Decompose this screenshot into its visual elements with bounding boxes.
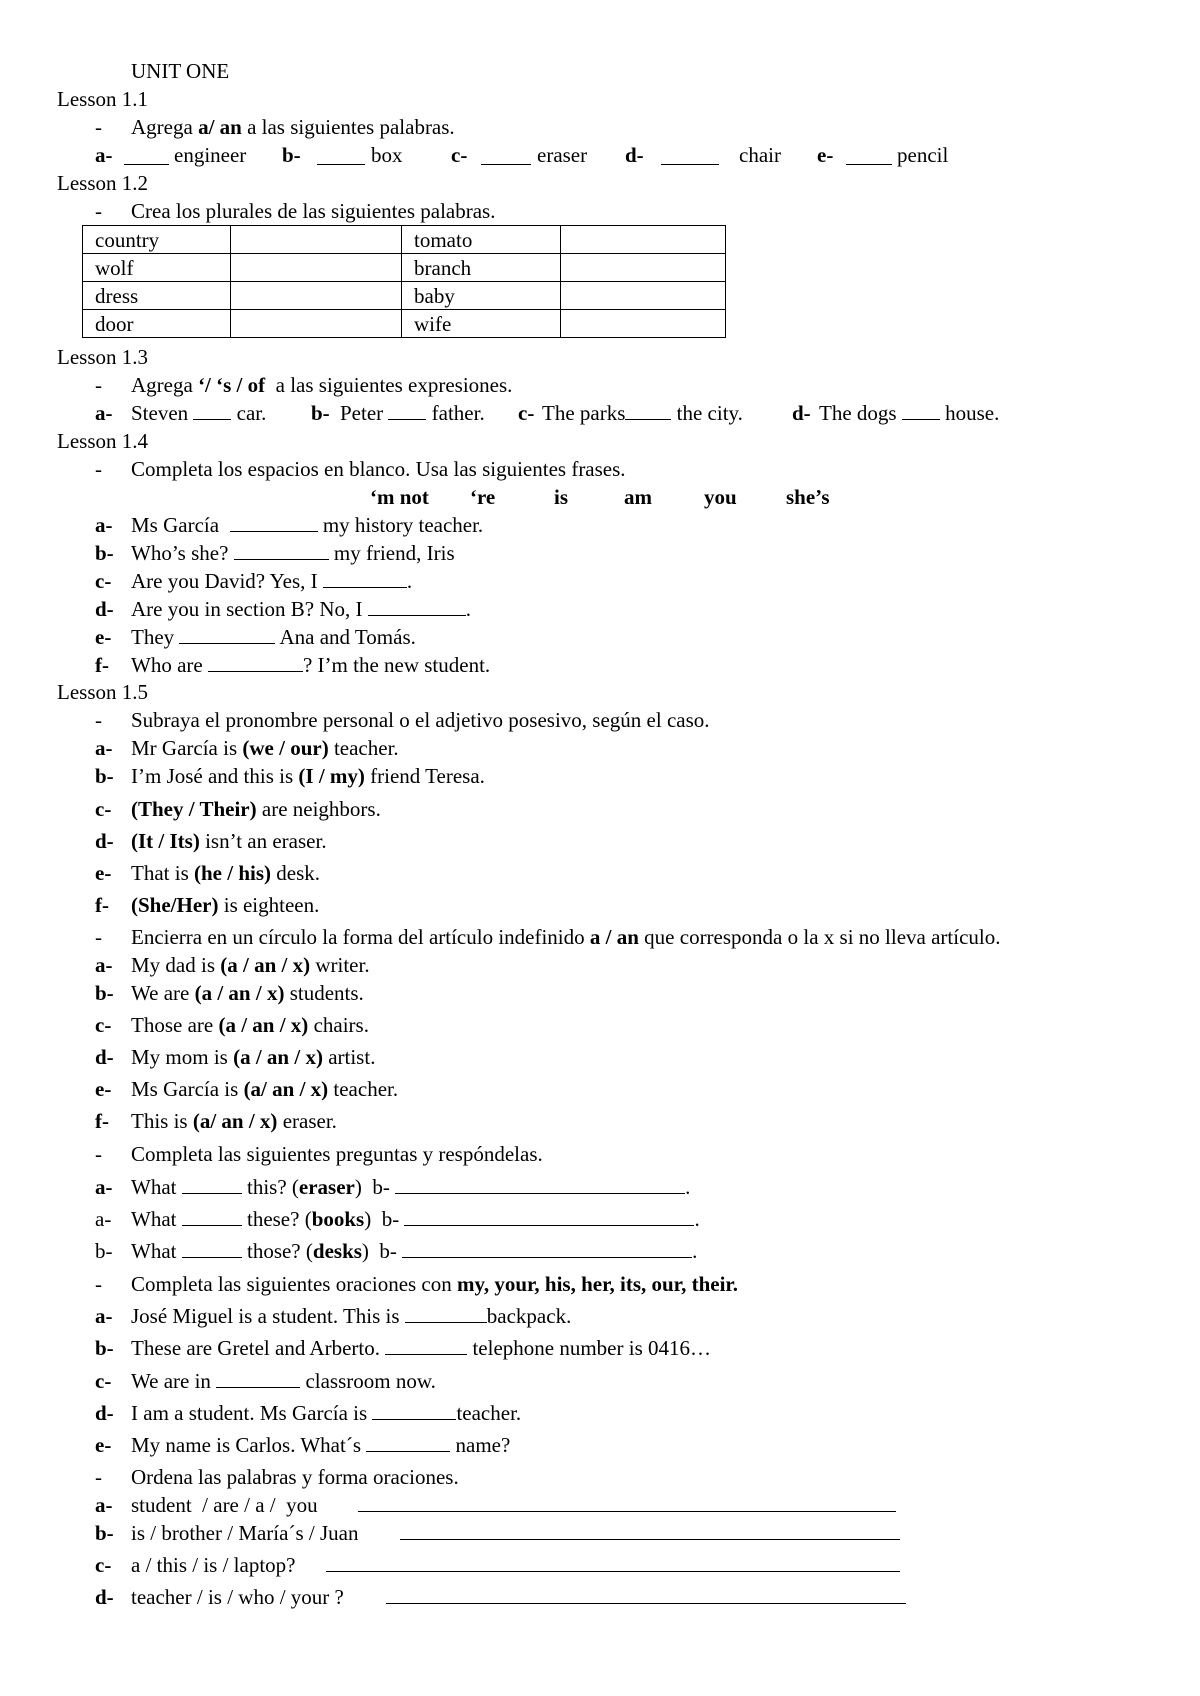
item-text: this? ( bbox=[241, 1175, 299, 1199]
answer-blank[interactable] bbox=[846, 146, 892, 165]
item-marker: d- bbox=[95, 1401, 114, 1425]
instruction: Completa las siguientes preguntas y respóndelas. bbox=[131, 1142, 543, 1166]
exercise-line bbox=[131, 400, 266, 426]
table-cell: wolf bbox=[83, 254, 231, 282]
item-marker: e- bbox=[95, 625, 112, 649]
exercise-line bbox=[131, 1174, 690, 1200]
answer-blank[interactable] bbox=[405, 1304, 487, 1323]
item-text: We are bbox=[131, 981, 195, 1005]
exercise-line bbox=[131, 1206, 700, 1232]
choice-options[interactable]: (a / an / x) bbox=[194, 981, 285, 1005]
answer-blank[interactable] bbox=[182, 1207, 242, 1226]
exercise-line bbox=[131, 596, 471, 622]
item-marker: c- bbox=[518, 401, 535, 425]
item-text: car. bbox=[231, 401, 267, 425]
item-word: pencil bbox=[897, 143, 949, 167]
exercise-line bbox=[131, 1432, 510, 1458]
item-text: is / brother / María´s / Juan bbox=[131, 1521, 364, 1545]
exercise-line bbox=[131, 540, 455, 566]
instruction-text: Agrega bbox=[131, 115, 199, 139]
answer-blank[interactable] bbox=[385, 1336, 467, 1355]
answer-blank[interactable] bbox=[182, 1175, 242, 1194]
table-row bbox=[83, 254, 726, 282]
item-marker: e- bbox=[95, 1077, 112, 1101]
table-row bbox=[83, 310, 726, 338]
item-text: Ana and Tomás. bbox=[275, 625, 416, 649]
answer-blank[interactable] bbox=[902, 401, 940, 420]
answer-blank[interactable] bbox=[368, 597, 466, 616]
exercise-line bbox=[131, 1303, 571, 1329]
choice-options[interactable]: (a/ an / x) bbox=[243, 1077, 329, 1101]
exercise-line bbox=[131, 652, 490, 678]
item-text: these? ( bbox=[241, 1207, 312, 1231]
exercise-line bbox=[131, 624, 416, 650]
item-marker: a- bbox=[95, 953, 113, 977]
answer-blank[interactable] bbox=[208, 653, 303, 672]
exercise-line bbox=[542, 400, 743, 426]
item-text: Mr García is bbox=[131, 736, 243, 760]
bullet-dash: - bbox=[95, 708, 102, 732]
item-text: ? I’m the new student. bbox=[302, 653, 491, 677]
item-text: student / are / a / you bbox=[131, 1493, 323, 1517]
item-marker: d- bbox=[95, 1045, 114, 1069]
item-marker: a- bbox=[95, 736, 113, 760]
instruction bbox=[131, 372, 512, 398]
cue-word: books bbox=[311, 1207, 365, 1231]
cue-word: desks bbox=[312, 1239, 362, 1263]
item-marker: b- bbox=[95, 541, 114, 565]
answer-blank[interactable] bbox=[366, 1433, 450, 1452]
answer-blank[interactable] bbox=[388, 401, 426, 420]
table-row bbox=[83, 226, 726, 254]
item-text: Ms García is bbox=[131, 1077, 244, 1101]
item-marker: e- bbox=[95, 861, 112, 885]
choice-options[interactable]: (we / our) bbox=[242, 736, 329, 760]
item-text: classroom now. bbox=[300, 1369, 436, 1393]
exercise-line bbox=[131, 980, 364, 1006]
item-text: My mom is bbox=[131, 1045, 234, 1069]
cue-word: eraser bbox=[298, 1175, 355, 1199]
answer-blank[interactable] bbox=[400, 1521, 900, 1540]
item-marker: c- bbox=[95, 1553, 112, 1577]
exercise-line bbox=[131, 1044, 375, 1070]
unit-title: UNIT ONE bbox=[131, 59, 230, 83]
item-text: We are in bbox=[131, 1369, 217, 1393]
answer-blank[interactable] bbox=[179, 625, 275, 644]
word-bank-item: is bbox=[554, 485, 569, 509]
instruction-text: Completa las siguientes oraciones con bbox=[131, 1272, 458, 1296]
answer-blank[interactable] bbox=[402, 1239, 692, 1258]
choice-options[interactable]: (They / Their) bbox=[131, 797, 257, 821]
exercise-line bbox=[131, 1400, 521, 1426]
instruction-bold: ‘/ ‘s / of bbox=[198, 373, 266, 397]
answer-blank[interactable] bbox=[216, 1369, 300, 1388]
bullet-dash: - bbox=[95, 1142, 102, 1166]
item-text: backpack. bbox=[486, 1304, 572, 1328]
instruction bbox=[131, 924, 1000, 950]
item-text: writer. bbox=[310, 953, 370, 977]
answer-cell[interactable] bbox=[231, 282, 402, 310]
item-text: eraser. bbox=[277, 1109, 337, 1133]
item-text: Peter bbox=[340, 401, 389, 425]
choice-options[interactable]: (It / Its) bbox=[131, 829, 200, 853]
item-marker: a- bbox=[95, 513, 113, 537]
period: . bbox=[685, 1175, 691, 1199]
item-marker: b- bbox=[311, 401, 330, 425]
item-marker: c- bbox=[95, 1013, 112, 1037]
exercise-line bbox=[819, 400, 999, 426]
item-text: Are you David? Yes, I bbox=[131, 569, 323, 593]
instruction bbox=[131, 114, 455, 140]
item-text: These are Gretel and Arberto. bbox=[131, 1336, 386, 1360]
item-text: That is bbox=[131, 861, 194, 885]
item-marker: f- bbox=[95, 893, 109, 917]
item-text: ) b- bbox=[354, 1175, 396, 1199]
bullet-dash: - bbox=[95, 925, 102, 949]
item-word: box bbox=[371, 143, 403, 167]
answer-blank[interactable] bbox=[323, 569, 407, 588]
instruction-text: a las siguientes expresiones. bbox=[265, 373, 513, 397]
item-marker: b- bbox=[95, 764, 114, 788]
item-text: artist. bbox=[322, 1045, 376, 1069]
answer-blank[interactable] bbox=[230, 513, 318, 532]
bullet-dash: - bbox=[95, 199, 102, 223]
bullet-dash: - bbox=[95, 457, 102, 481]
choice-options[interactable]: (a / an / x) bbox=[233, 1045, 323, 1069]
item-text: This is bbox=[131, 1109, 193, 1133]
answer-blank[interactable] bbox=[317, 146, 365, 165]
word-bank-item: you bbox=[704, 485, 737, 509]
exercise-line bbox=[131, 892, 319, 918]
item-text: is eighteen. bbox=[218, 893, 320, 917]
item-text: What bbox=[131, 1207, 182, 1231]
item-marker: d- bbox=[792, 401, 811, 425]
table-row bbox=[83, 282, 726, 310]
item-marker: a- bbox=[95, 1304, 113, 1328]
item-marker: d- bbox=[95, 829, 114, 853]
answer-cell[interactable] bbox=[561, 254, 726, 282]
item-text: I am a student. Ms García is bbox=[131, 1401, 373, 1425]
item-marker: c- bbox=[95, 569, 112, 593]
answer-blank[interactable] bbox=[326, 1553, 900, 1572]
answer-blank[interactable] bbox=[625, 401, 671, 420]
instruction: Ordena las palabras y forma oraciones. bbox=[131, 1465, 459, 1489]
item-marker: d- bbox=[95, 1585, 114, 1609]
item-text: telephone number is 0416… bbox=[467, 1336, 712, 1360]
answer-blank[interactable] bbox=[404, 1207, 694, 1226]
item-text: The parks bbox=[542, 401, 626, 425]
item-marker: c- bbox=[451, 143, 468, 167]
exercise-line bbox=[340, 400, 485, 426]
item-text: teacher / is / who / your ? bbox=[131, 1585, 350, 1609]
item-text: My dad is bbox=[131, 953, 221, 977]
item-text: teacher. bbox=[328, 1077, 399, 1101]
answer-blank[interactable] bbox=[386, 1585, 906, 1604]
item-text: My name is Carlos. What´s bbox=[131, 1433, 367, 1457]
instruction-text: a las siguientes palabras. bbox=[241, 115, 455, 139]
exercise-line bbox=[131, 735, 399, 761]
answer-blank[interactable] bbox=[124, 146, 169, 165]
instruction-text: Agrega bbox=[131, 373, 199, 397]
exercise-line bbox=[131, 1076, 398, 1102]
answer-cell[interactable] bbox=[231, 226, 402, 254]
answer-blank[interactable] bbox=[182, 1239, 242, 1258]
instruction: Subraya el pronombre personal o el adjetivo posesivo, según el caso. bbox=[131, 708, 710, 732]
answer-blank[interactable] bbox=[395, 1175, 685, 1194]
lesson-heading: Lesson 1.4 bbox=[57, 429, 148, 453]
item-text: What bbox=[131, 1239, 182, 1263]
item-text: those? ( bbox=[241, 1239, 313, 1263]
item-text: teacher. bbox=[456, 1401, 522, 1425]
item-text: . bbox=[406, 569, 413, 593]
bullet-dash: - bbox=[95, 115, 102, 139]
instruction-bold: a/ an bbox=[198, 115, 242, 139]
item-marker: f- bbox=[95, 1109, 109, 1133]
answer-blank[interactable] bbox=[234, 541, 329, 560]
item-marker: a- bbox=[95, 1175, 113, 1199]
item-marker: b- bbox=[95, 1336, 114, 1360]
bullet-dash: - bbox=[95, 373, 102, 397]
item-word: eraser bbox=[537, 143, 588, 167]
answer-cell[interactable] bbox=[231, 254, 402, 282]
item-text: isn’t an eraser. bbox=[199, 829, 327, 853]
exercise-line bbox=[131, 1492, 323, 1518]
item-word: chair bbox=[739, 143, 781, 167]
instruction: Crea los plurales de las siguientes palabras. bbox=[131, 199, 496, 223]
item-text: my friend, Iris bbox=[328, 541, 455, 565]
lesson-heading: Lesson 1.3 bbox=[57, 345, 148, 369]
exercise-line bbox=[131, 763, 485, 789]
answer-cell[interactable] bbox=[561, 226, 726, 254]
answer-cell[interactable] bbox=[561, 310, 726, 338]
choice-options[interactable]: (a / an / x) bbox=[220, 953, 311, 977]
item-text: chairs. bbox=[308, 1013, 369, 1037]
item-marker: d- bbox=[625, 143, 644, 167]
choice-options[interactable]: (a / an / x) bbox=[218, 1013, 309, 1037]
item-marker: d- bbox=[95, 597, 114, 621]
table-cell: branch bbox=[402, 254, 561, 282]
item-marker: b- bbox=[95, 981, 114, 1005]
item-marker: a- bbox=[95, 143, 113, 167]
item-text: the city. bbox=[671, 401, 743, 425]
item-text: name? bbox=[450, 1433, 511, 1457]
choice-options[interactable]: (She/Her) bbox=[131, 893, 219, 917]
exercise-line bbox=[131, 1368, 436, 1394]
answer-blank[interactable] bbox=[193, 401, 231, 420]
instruction-text: que corresponda o la x si no lleva artículo. bbox=[638, 925, 1001, 949]
plurals-table bbox=[82, 225, 726, 338]
item-marker: b- bbox=[282, 143, 301, 167]
exercise-line bbox=[131, 512, 483, 538]
item-text: Who’s she? bbox=[131, 541, 234, 565]
item-text: Ms García bbox=[131, 513, 230, 537]
instruction-text: Encierra en un círculo la forma del artículo indefinido bbox=[131, 925, 590, 949]
item-text: a / this / is / laptop? bbox=[131, 1553, 301, 1577]
item-text: What bbox=[131, 1175, 182, 1199]
lesson-heading: Lesson 1.1 bbox=[57, 87, 148, 111]
table-cell: dress bbox=[83, 282, 231, 310]
table-cell: tomato bbox=[402, 226, 561, 254]
word-bank-item: ‘m not bbox=[370, 485, 429, 509]
item-marker: e- bbox=[95, 1433, 112, 1457]
word-bank-item: she’s bbox=[786, 485, 830, 509]
item-text: The dogs bbox=[819, 401, 902, 425]
item-text: Who are bbox=[131, 653, 208, 677]
period: . bbox=[692, 1239, 698, 1263]
period: . bbox=[694, 1207, 700, 1231]
item-text: José Miguel is a student. This is bbox=[131, 1304, 405, 1328]
item-text: ) b- bbox=[364, 1207, 405, 1231]
item-text: students. bbox=[284, 981, 364, 1005]
answer-blank[interactable] bbox=[372, 1401, 456, 1420]
instruction: Completa los espacios en blanco. Usa las siguientes frases. bbox=[131, 457, 626, 481]
item-text: Are you in section B? No, I bbox=[131, 597, 368, 621]
item-text: my history teacher. bbox=[317, 513, 484, 537]
exercise-line bbox=[131, 1584, 349, 1610]
item-marker: a- bbox=[95, 401, 113, 425]
lesson-heading: Lesson 1.5 bbox=[57, 680, 148, 704]
exercise-line bbox=[131, 828, 327, 854]
answer-cell[interactable] bbox=[231, 310, 402, 338]
item-marker: a- bbox=[95, 1493, 113, 1517]
item-text: teacher. bbox=[328, 736, 399, 760]
item-text: ) b- bbox=[361, 1239, 403, 1263]
item-text: friend Teresa. bbox=[364, 764, 485, 788]
instruction bbox=[131, 1271, 738, 1297]
table-cell: baby bbox=[402, 282, 561, 310]
item-word: engineer bbox=[174, 143, 247, 167]
answer-blank[interactable] bbox=[481, 146, 531, 165]
lesson-heading: Lesson 1.2 bbox=[57, 171, 148, 195]
instruction-bold: a / an bbox=[589, 925, 639, 949]
bullet-dash: - bbox=[95, 1272, 102, 1296]
item-text: . bbox=[465, 597, 472, 621]
choice-options[interactable]: (he / his) bbox=[194, 861, 272, 885]
exercise-line bbox=[131, 796, 381, 822]
item-text: father. bbox=[426, 401, 485, 425]
answer-blank[interactable] bbox=[661, 146, 719, 165]
word-bank-item: ‘re bbox=[470, 485, 496, 509]
item-text: Those are bbox=[131, 1013, 219, 1037]
exercise-line bbox=[131, 1108, 337, 1134]
exercise-line bbox=[131, 568, 412, 594]
word-bank-item: am bbox=[624, 485, 652, 509]
exercise-line bbox=[131, 1520, 364, 1546]
choice-options[interactable]: (I / my) bbox=[298, 764, 365, 788]
item-text: They bbox=[131, 625, 180, 649]
item-marker: e- bbox=[817, 143, 834, 167]
table-cell: wife bbox=[402, 310, 561, 338]
exercise-line bbox=[131, 1238, 697, 1264]
exercise-line bbox=[131, 952, 370, 978]
instruction-bold: my, your, his, her, its, our, their. bbox=[457, 1272, 739, 1296]
exercise-line bbox=[131, 860, 320, 886]
answer-blank[interactable] bbox=[358, 1493, 896, 1512]
item-marker: c- bbox=[95, 797, 112, 821]
item-marker: b- bbox=[95, 1521, 114, 1545]
choice-options[interactable]: (a/ an / x) bbox=[192, 1109, 278, 1133]
item-text: Steven bbox=[131, 401, 194, 425]
exercise-line bbox=[131, 1552, 301, 1578]
exercise-line bbox=[131, 1335, 711, 1361]
item-text: desk. bbox=[271, 861, 321, 885]
item-text: are neighbors. bbox=[256, 797, 381, 821]
bullet-dash: - bbox=[95, 1465, 102, 1489]
table-cell: door bbox=[83, 310, 231, 338]
item-text: I’m José and this is bbox=[131, 764, 299, 788]
item-marker: f- bbox=[95, 653, 109, 677]
item-text: house. bbox=[939, 401, 1000, 425]
table-cell: country bbox=[83, 226, 231, 254]
item-marker: a- bbox=[95, 1207, 112, 1231]
item-marker: c- bbox=[95, 1369, 112, 1393]
exercise-line bbox=[131, 1012, 369, 1038]
answer-cell[interactable] bbox=[561, 282, 726, 310]
item-marker: b- bbox=[95, 1239, 113, 1263]
